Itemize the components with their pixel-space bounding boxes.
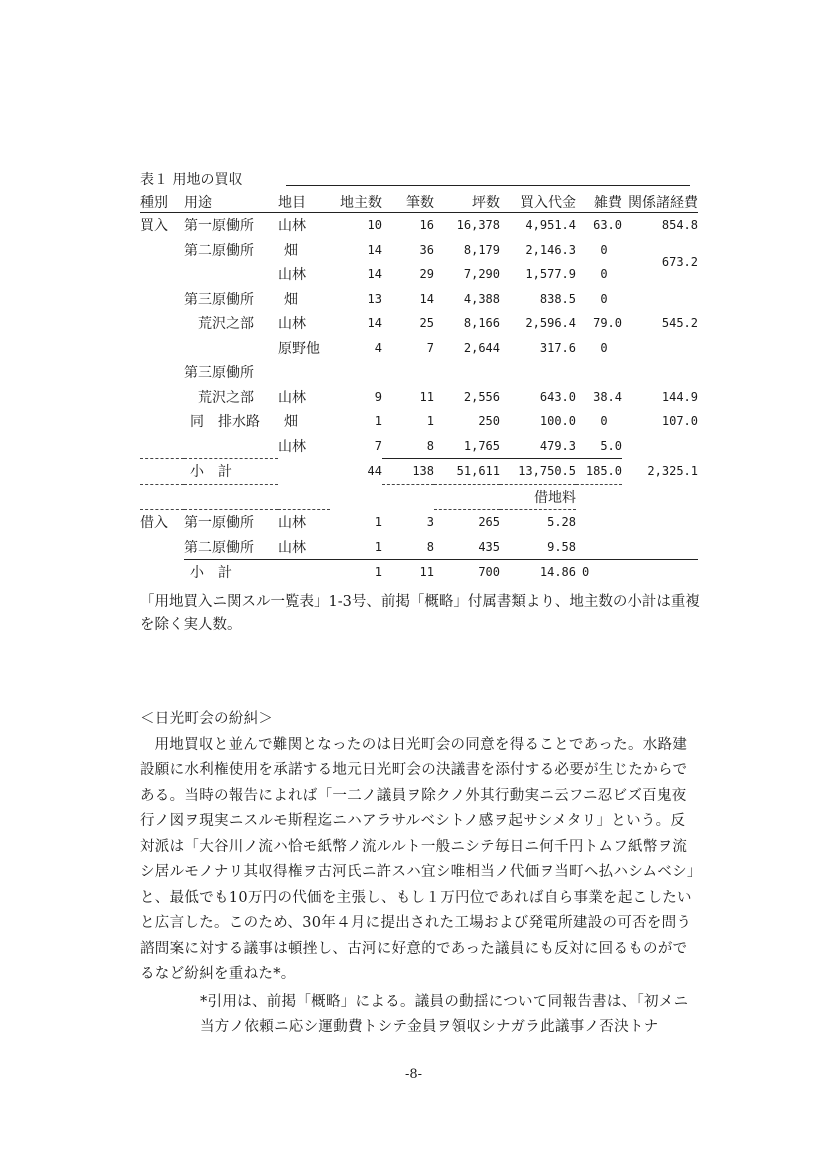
cell-price: 479.3: [500, 434, 576, 459]
cell-owners: 10: [367, 218, 382, 233]
cell-tsubo: 265: [478, 515, 500, 530]
cell-tsubo: 435: [434, 535, 500, 560]
caption-rule: [286, 185, 690, 186]
header-tsubo: 坪数: [434, 192, 500, 213]
cell-kind: [140, 385, 184, 410]
cell-land: 原野他: [278, 340, 320, 357]
cell-land: 山林: [278, 389, 306, 406]
cell-lots: 25: [419, 316, 434, 331]
cell-land: [278, 459, 330, 485]
table-row: [140, 262, 698, 287]
cell-tsubo: 2,556: [463, 389, 500, 404]
cell-price: 1,577.9: [525, 267, 576, 282]
cell-misc: 5.0: [576, 434, 622, 459]
cell-tsubo: [434, 484, 500, 510]
cell-lots: [382, 484, 434, 510]
cell-kind: [140, 459, 184, 485]
table-row: [140, 311, 698, 336]
cell-tsubo: 7,290: [463, 267, 500, 282]
cell-price: 643.0: [539, 389, 576, 404]
cell-kind: [140, 336, 184, 361]
table-row: [140, 287, 698, 312]
cell-expenses: [622, 535, 698, 560]
table-row: [140, 336, 698, 361]
cell-misc: 0: [600, 267, 608, 282]
cell-expenses: 2,325.1: [647, 464, 698, 479]
cell-price: 2,596.4: [525, 316, 576, 331]
cell-price: 14.86: [539, 565, 576, 580]
cell-misc: [576, 535, 622, 560]
cell-price: 5.28: [547, 515, 576, 530]
cell-expenses: [622, 484, 698, 510]
cell-land: 山林: [278, 515, 306, 532]
cell-lots: 8: [382, 535, 434, 560]
cell-use: 第二原働所: [184, 242, 254, 259]
cell-use: 荒沢之部: [198, 316, 254, 333]
header-expenses: 関係諸経費: [622, 192, 698, 213]
cell-tsubo: 8,166: [463, 316, 500, 331]
cell-tsubo: [434, 360, 500, 385]
cell-tsubo: 700: [478, 565, 500, 580]
cell-expenses: [622, 510, 698, 535]
cell-expenses: [622, 360, 698, 385]
cell-owners: 44: [367, 464, 382, 479]
table-row: [140, 484, 698, 510]
cell-land: 山林: [278, 535, 330, 560]
cell-tsubo: 250: [478, 414, 500, 429]
cell-land: 山林: [278, 218, 306, 235]
cell-kind: [140, 535, 184, 560]
cell-use: [184, 484, 278, 510]
table-row: [140, 238, 698, 263]
header-land: 地目: [278, 192, 330, 213]
table-row: [140, 409, 698, 434]
cell-kind: [140, 560, 184, 585]
cell-owners: 13: [367, 291, 382, 306]
cell-owners: [330, 360, 382, 385]
cell-kind: [140, 409, 184, 434]
table-row: [140, 459, 698, 485]
cell-kind: [140, 238, 184, 263]
cell-price: 2,146.3: [525, 242, 576, 257]
cell-expenses: [622, 287, 698, 312]
table-row: [140, 434, 698, 459]
cell-owners: 1: [374, 565, 382, 580]
cell-owners: 7: [374, 439, 382, 453]
cell-expenses: [622, 434, 698, 459]
cell-lots: 7: [426, 340, 434, 355]
cell-kind: 借入: [140, 515, 168, 532]
cell-kind: [140, 360, 184, 385]
cell-owners: 14: [367, 316, 382, 331]
cell-use: 小 計: [184, 459, 278, 485]
cell-use: [184, 262, 278, 287]
cell-price: 13,750.5: [500, 459, 576, 485]
cell-use: 第二原働所: [184, 535, 278, 560]
land-purchase-table: [140, 192, 698, 585]
cell-tsubo: 51,611: [434, 459, 500, 485]
table-row: [140, 360, 698, 385]
cell-use: [184, 434, 278, 459]
cell-misc: 38.4: [593, 389, 622, 404]
header-misc: 雑費: [576, 192, 622, 213]
cell-misc: [576, 360, 622, 385]
cell-expenses: 673.2: [661, 255, 698, 269]
cell-land: [278, 360, 330, 385]
cell-misc: 0: [600, 414, 608, 429]
cell-tsubo: 1,765: [434, 434, 500, 459]
cell-price: [500, 360, 576, 385]
cell-misc: 0: [600, 340, 608, 355]
header-use: 用途: [184, 192, 278, 213]
cell-lots: 1: [426, 414, 434, 429]
cell-price: 100.0: [539, 414, 576, 429]
cell-owners: 1: [374, 414, 382, 429]
section-paragraph: 用地買収と並んで難関となったのは日光町会の同意を得ることであった。水路建設願に水利権使用を承諾する地元日光町会の決議書を添付する必要が生じたからである。当時の報告によれば「一二ノ議員ヲ除クノ外其行動実ニ云フニ忍ビズ百鬼夜行ノ図ヲ現実ニスルモ斯程迄ニハアラサルベシトノ感ヲ起サシメタリ」という。反対派は「大谷川ノ流ハ恰モ紙幣ノ流ルルト一般ニシテ毎日ニ何千円トムフ紙幣ヲ流シ居ルモノナリ其収得権ヲ古河氏ニ許スハ宜シ唯相当ノ代価ヲ当町ヘ払ハシムベシ」と、最低でも10万円の代価を主張し、もし１万円位であれば自ら事業を起こしたいと広言した。このため、30年４月に提出された工場および発電所建設の可否を問う諮問案に対する議事は頓挫し、古河に好意的であった議員にも反対に回るものがでるなど紛糾を重ねた*。: [140, 736, 695, 982]
table-row: [140, 510, 698, 535]
cell-use: 小 計: [190, 565, 232, 582]
cell-land: [278, 560, 330, 585]
table-note: 「用地買入ニ関スル一覧表」1-3号、前掲「概略」付属書類より、地主数の小計は重複を除く実人数。: [140, 594, 700, 633]
cell-expenses: 144.9: [661, 389, 698, 404]
cell-land: 畑: [284, 291, 298, 308]
cell-use: 第一原働所: [184, 515, 254, 532]
cell-owners: 4: [374, 340, 382, 355]
cell-misc: 0: [600, 291, 608, 306]
cell-land: 山林: [278, 267, 306, 284]
table-row: [140, 535, 698, 560]
cell-use: 同 排水路: [190, 414, 260, 431]
footnote: *引用は、前掲「概略」による。議員の動揺について同報告書は、「初メニ当方ノ依頼ニ応シ運動費トシテ金員ヲ領収シナガラ此議事ノ否決トナ: [200, 993, 689, 1035]
cell-tsubo: 4,388: [463, 291, 500, 306]
cell-misc: 0: [600, 242, 608, 257]
cell-kind: [140, 287, 184, 312]
cell-kind: [140, 484, 184, 510]
cell-lots: 3: [426, 515, 434, 529]
cell-owners: 14: [367, 267, 382, 282]
cell-land: [278, 484, 330, 510]
cell-lots: 36: [419, 242, 434, 257]
cell-tsubo: 8,179: [463, 242, 500, 257]
cell-use: 第三原働所: [184, 291, 254, 308]
table-caption: 表１ 用地の買収: [140, 172, 243, 188]
header-lots: 筆数: [382, 192, 434, 213]
cell-owners: 14: [367, 242, 382, 257]
table-header-row: [140, 192, 698, 213]
cell-misc: 0: [582, 565, 590, 580]
cell-lots: [382, 360, 434, 385]
cell-land: 畑: [284, 242, 298, 259]
cell-lots: 11: [419, 389, 434, 404]
cell-owners: [330, 484, 382, 510]
cell-price: 借地料: [500, 484, 576, 510]
header-price: 買入代金: [500, 192, 576, 213]
cell-land: 山林: [278, 316, 306, 333]
cell-expenses: [622, 336, 698, 361]
cell-kind: [140, 434, 184, 459]
cell-price: 838.5: [539, 291, 576, 306]
section-heading: ＜日光町会の紛糾＞: [140, 711, 274, 727]
page-number: -8-: [404, 1067, 423, 1082]
cell-use: 荒沢之部: [198, 389, 254, 406]
cell-expenses: [622, 560, 698, 585]
cell-owners: 9: [374, 389, 382, 404]
cell-lots: 11: [419, 565, 434, 580]
header-kind: 種別: [140, 192, 184, 213]
cell-use: 第一原働所: [184, 218, 254, 235]
cell-expenses: 854.8: [661, 218, 698, 233]
cell-price: 317.6: [539, 340, 576, 355]
cell-price: 4,951.4: [525, 218, 576, 233]
cell-tsubo: 16,378: [456, 218, 500, 233]
cell-kind: 買入: [140, 218, 168, 235]
cell-owners: 1: [330, 535, 382, 560]
table-row: [140, 213, 698, 238]
cell-tsubo: 2,644: [463, 340, 500, 355]
cell-owners: 1: [374, 515, 382, 529]
cell-misc: 185.0: [576, 459, 622, 485]
cell-land: 畑: [284, 414, 298, 431]
cell-use: 第三原働所: [184, 365, 254, 382]
cell-expenses: 107.0: [661, 414, 698, 429]
cell-expenses: 545.2: [661, 316, 698, 331]
cell-lots: 29: [419, 267, 434, 282]
cell-use: [184, 336, 278, 361]
cell-lots: 8: [382, 434, 434, 459]
section-body: [140, 707, 700, 1041]
cell-lots: 16: [419, 218, 434, 233]
cell-misc: [576, 484, 622, 510]
cell-lots: 14: [419, 291, 434, 306]
cell-price: 9.58: [500, 535, 576, 560]
table-row: [140, 385, 698, 410]
cell-misc: 63.0: [593, 218, 622, 233]
cell-land: 山林: [278, 439, 306, 455]
cell-kind: [140, 262, 184, 287]
table-row: [140, 560, 698, 585]
cell-misc: 79.0: [593, 316, 622, 331]
header-owners: 地主数: [330, 192, 382, 213]
cell-kind: [140, 311, 184, 336]
cell-lots: 138: [382, 459, 434, 485]
cell-misc: [576, 510, 622, 535]
